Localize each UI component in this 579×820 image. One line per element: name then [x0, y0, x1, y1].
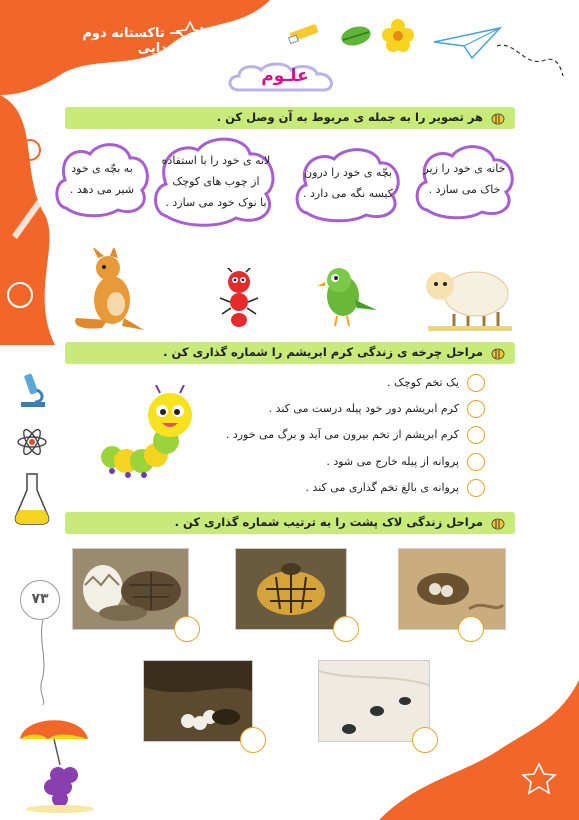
- leaf-icon: [338, 22, 374, 50]
- sentence-3: لانه ی خود را با استفاده از چوب های کوچک با نوک خود می سازد .: [161, 154, 271, 209]
- page-number: ۷۳: [20, 580, 60, 620]
- header-title: تابستانه — تاکستانه دوم ابتدایی: [82, 26, 238, 56]
- number-circle[interactable]: [467, 374, 485, 392]
- section2-instruction: مراحل چرخه ی زندگی کرم ابریشم را شماره گذاری کن .: [163, 345, 483, 359]
- number-circle[interactable]: [458, 616, 484, 642]
- number-circle[interactable]: [467, 453, 485, 471]
- silkworm-step-2: کرم ابریشم دور خود پیله درست می کند .: [260, 400, 485, 420]
- bee-icon: [490, 515, 506, 531]
- atom-icon: [15, 425, 49, 459]
- orange-corner-decoration: [379, 680, 579, 820]
- bee-icon: [490, 110, 506, 126]
- turtle-hatching-photo: [72, 548, 189, 630]
- number-circle[interactable]: [174, 616, 200, 642]
- dashed-trail-decoration: [495, 38, 565, 78]
- turtle-shell-photo: [235, 548, 347, 630]
- highlighter-pen-icon: [285, 18, 325, 48]
- number-circle[interactable]: [467, 479, 485, 497]
- flask-icon: [12, 470, 52, 526]
- subject-title: علـوم: [261, 66, 309, 86]
- kangaroo-image: [62, 248, 152, 333]
- paper-plane-icon: [432, 24, 502, 60]
- grape-mascot-with-umbrella: [10, 705, 105, 815]
- sentence-1: خانه ی خود را زیر خاک می سازد .: [423, 162, 506, 196]
- section1-instruction: هر تصویر را به جمله ی مربوط به آن وصل کن .: [216, 110, 483, 124]
- number-circle[interactable]: [467, 426, 485, 444]
- section3-instruction-bar: [65, 512, 515, 534]
- sentence-2: بچّه ی خود را درون کیسه نگه می دارد .: [302, 166, 393, 200]
- sheep-image: [418, 260, 516, 332]
- number-circle[interactable]: [333, 616, 359, 642]
- section2-instruction-bar: [65, 342, 515, 364]
- section3-instruction: مراحل زندگی لاک پشت را به ترتیب شماره گذاری کن .: [174, 515, 483, 529]
- microscope-icon: [15, 370, 49, 410]
- number-circle[interactable]: [467, 400, 485, 418]
- silkworm-step-3: کرم ابریشم از تخم بیرون می آید و برگ می خورد .: [260, 426, 485, 446]
- silkworm-image: [98, 385, 198, 485]
- ant-image: [218, 268, 260, 330]
- silkworm-step-4: پروانه از پیله خارج می شود .: [260, 453, 485, 473]
- silkworm-step-1: یک تخم کوچک .: [260, 374, 485, 394]
- section1-instruction-bar: [65, 107, 515, 129]
- balloon-string-decoration: [38, 620, 48, 705]
- bird-image: [315, 264, 381, 330]
- turtle-eggs-in-sand-photo: [398, 548, 506, 630]
- number-circle[interactable]: [240, 727, 266, 753]
- bee-icon: [490, 345, 506, 361]
- turtle-laying-eggs-photo: [143, 660, 253, 742]
- silkworm-step-5: پروانه ی بالغ تخم گذاری می کند .: [260, 479, 485, 499]
- left-side-decoration: [0, 95, 70, 345]
- flower-icon: [380, 18, 416, 52]
- sentence-4: به بچّه ی خود شیر می دهد .: [69, 162, 135, 196]
